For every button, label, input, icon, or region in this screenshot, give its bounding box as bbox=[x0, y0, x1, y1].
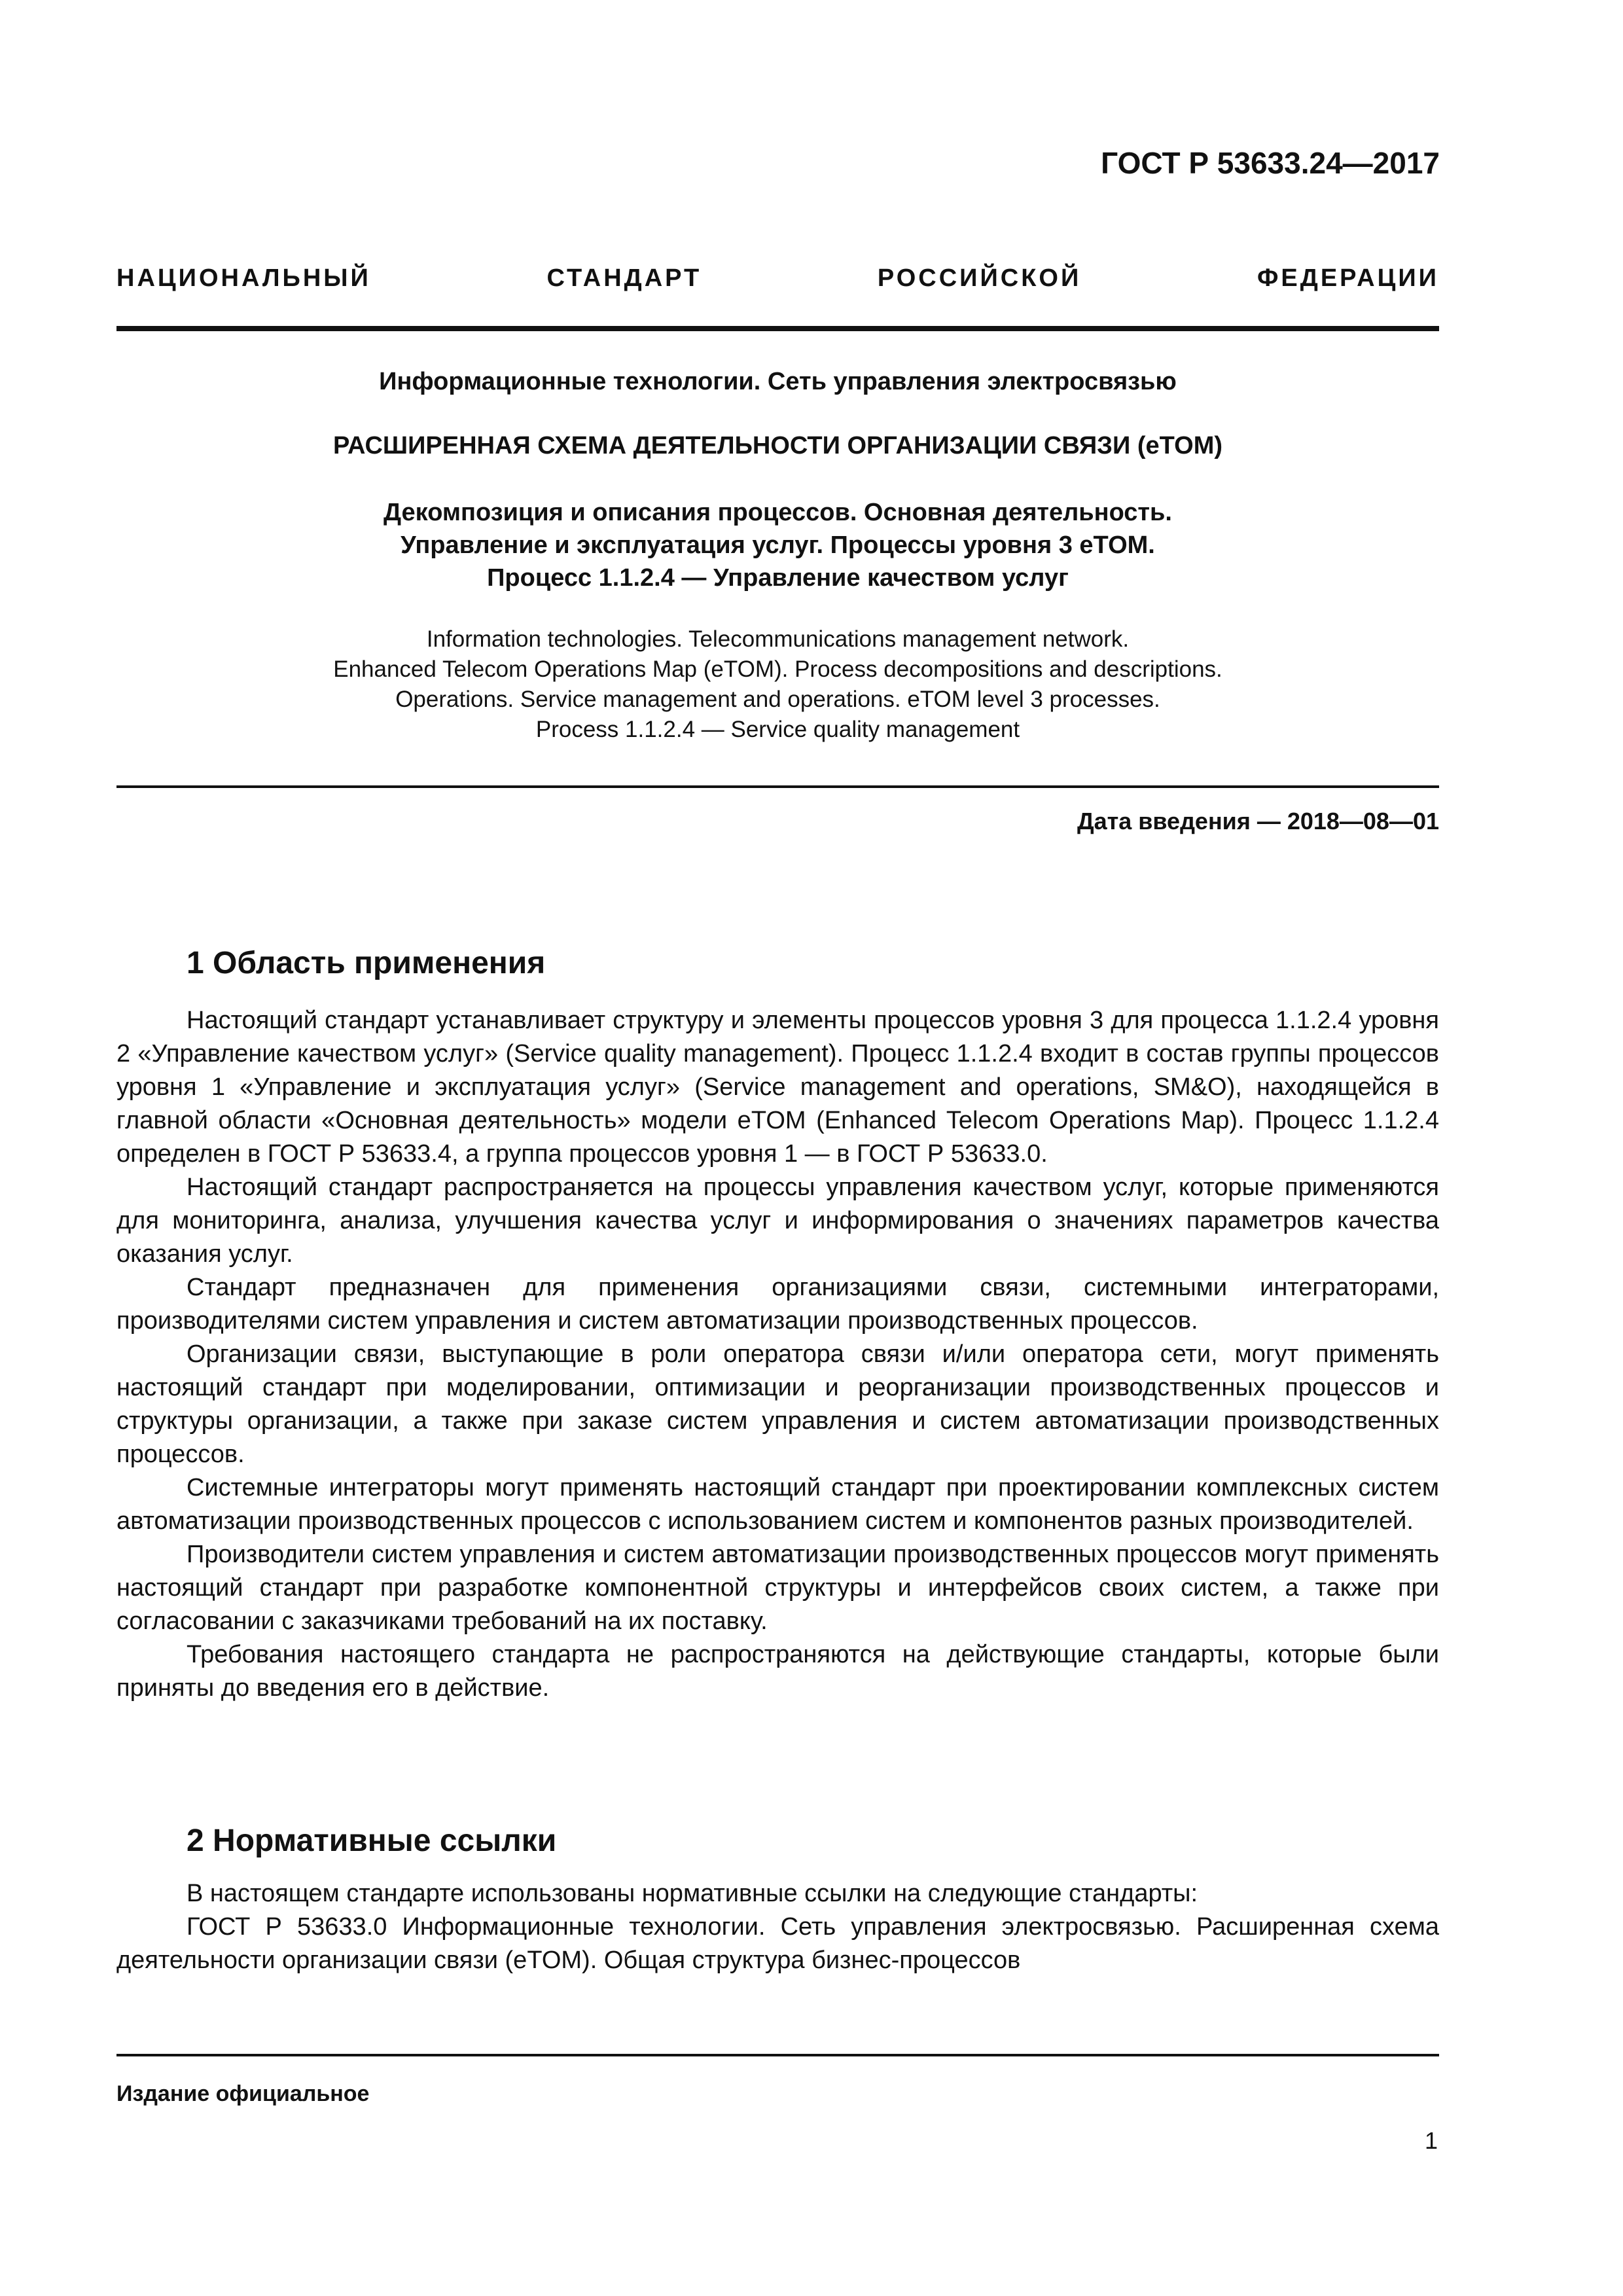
title-main: РАСШИРЕННАЯ СХЕМА ДЕЯТЕЛЬНОСТИ ОРГАНИЗАЦИИ СВЯЗИ (eTOM) bbox=[332, 432, 1223, 459]
title-english bbox=[116, 624, 1439, 745]
title-english-line: Operations. Service management and operations. eTOM level 3 processes. bbox=[395, 687, 1160, 712]
section-2-body bbox=[116, 1877, 1439, 1977]
footer-divider bbox=[116, 2054, 1439, 2056]
title-part-line: Декомпозиция и описания процессов. Основная деятельность. bbox=[383, 499, 1172, 526]
paragraph: Системные интеграторы могут применять настоящий стандарт при проектировании комплексных систем автоматизации производственных процессов с использованием систем и компонентов разных производителей. bbox=[116, 1474, 1439, 1535]
section-2-heading: 2 Нормативные ссылки bbox=[187, 1823, 557, 1858]
title-part bbox=[116, 496, 1439, 594]
standard-designation: ГОСТ Р 53633.24—2017 bbox=[1101, 146, 1440, 180]
title-general: Информационные технологии. Сеть управления электросвязью bbox=[379, 368, 1177, 395]
paragraph: Организации связи, выступающие в роли оператора связи и/или оператора сети, могут применять настоящий стандарт при моделировании, оптимизации и реорганизации производственных процессов и структуры организации, а также при заказе систем управления и систем автоматизации производственных процессов. bbox=[116, 1340, 1439, 1468]
title-english-line: Process 1.1.2.4 — Service quality management bbox=[535, 717, 1020, 742]
paragraph: ГОСТ Р 53633.0 Информационные технологии. Сеть управления электросвязью. Расширенная схема деятельности организации связи (eTOM). Общая структура бизнес-процессов bbox=[116, 1913, 1439, 1974]
title-block bbox=[116, 367, 1439, 745]
paragraph: Стандарт предназначен для применения организациями связи, системными интеграторами, производителями систем управления и систем автоматизации производственных процессов. bbox=[116, 1274, 1439, 1335]
paragraph: Производители систем управления и систем автоматизации производственных процессов могут применять настоящий стандарт при разработке компонентной структуры и интерфейсов своих систем, а также при согласовании с заказчиками требований на их поставку. bbox=[116, 1541, 1439, 1635]
national-standard-heading: НАЦИОНАЛЬНЫЙ СТАНДАРТ РОССИЙСКОЙ ФЕДЕРАЦИИ bbox=[116, 264, 1439, 292]
section-1-heading: 1 Область применения bbox=[187, 946, 546, 980]
page-number: 1 bbox=[1424, 2127, 1438, 2154]
paragraph: Требования настоящего стандарта не распространяются на действующие стандарты, которые были приняты до введения его в действие. bbox=[116, 1641, 1439, 1702]
title-part-line: Процесс 1.1.2.4 — Управление качеством услуг bbox=[487, 564, 1069, 592]
edition-label: Издание официальное bbox=[116, 2081, 370, 2106]
title-english-line: Information technologies. Telecommunications management network. bbox=[426, 626, 1130, 652]
paragraph: Настоящий стандарт устанавливает структуру и элементы процессов уровня 3 для процесса 1.1.2.4 уровня 2 «Управление качеством услуг» (Service quality management). Процесс 1.1.2.4 входит в состав группы процессов уровня 1 «Управление и эксплуатация услуг» (Service management and operations, SM&O), находящейся в главной области «Основная деятельность» модели eTOM (Enhanced Telecom Operations Map). Процесс 1.1.2.4 определен в ГОСТ Р 53633.4, а группа процессов уровня 1 — в ГОСТ Р 53633.0. bbox=[116, 1007, 1439, 1168]
title-english-line: Enhanced Telecom Operations Map (eTOM). Process decompositions and descriptions. bbox=[333, 656, 1222, 682]
title-part-line: Управление и эксплуатация услуг. Процессы уровня 3 eTOM. bbox=[401, 531, 1155, 559]
paragraph: Настоящий стандарт распространяется на процессы управления качеством услуг, которые применяются для мониторинга, анализа, улучшения качества услуг и информирования о значениях параметров качества оказания услуг. bbox=[116, 1174, 1439, 1268]
paragraph: В настоящем стандарте использованы нормативные ссылки на следующие стандарты: bbox=[187, 1880, 1198, 1907]
header-divider bbox=[116, 326, 1439, 331]
introduction-date: Дата введения — 2018—08—01 bbox=[1077, 808, 1439, 834]
title-divider bbox=[116, 785, 1439, 788]
section-1-body bbox=[116, 1004, 1439, 1705]
